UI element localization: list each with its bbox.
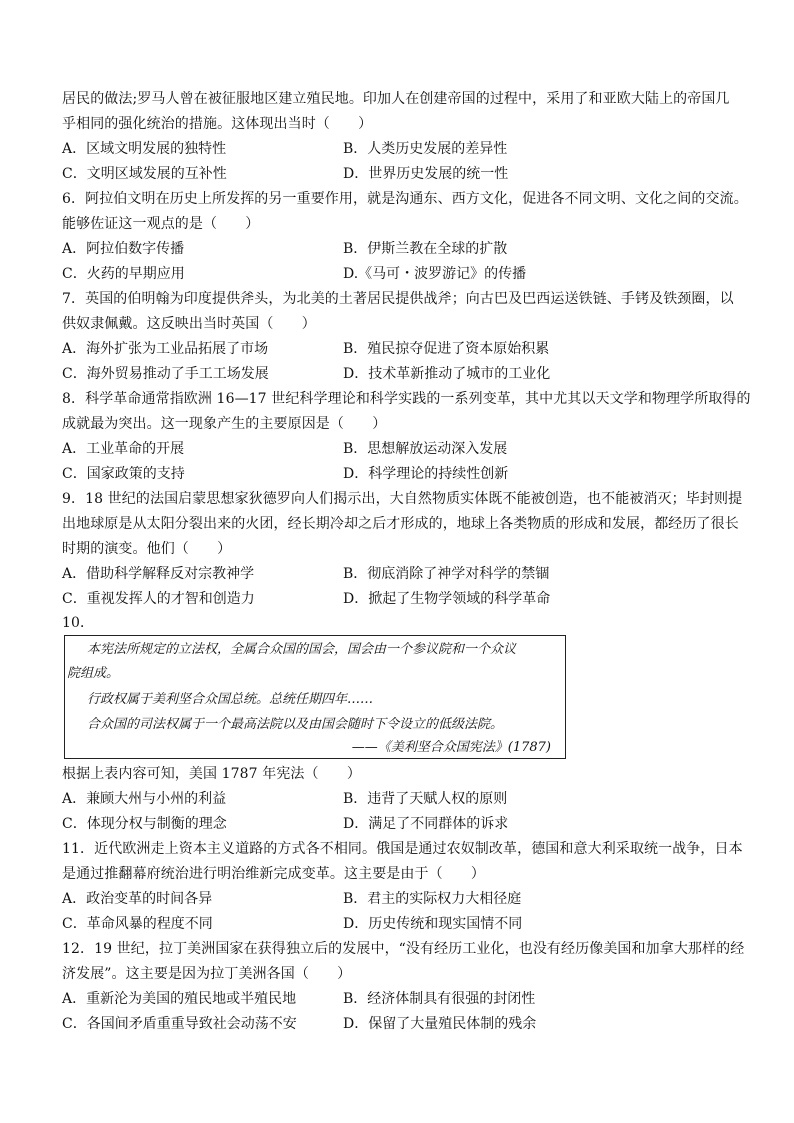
q11-stem-line-1: 11．近代欧洲走上资本主义道路的方式各不相同。俄国是通过农奴制改革，德国和意大利采取统一战争，日本: [62, 841, 743, 857]
q7-option-d: D．技术革新推动了城市的工业化: [343, 366, 551, 382]
q9-option-c: C．重视发挥人的才智和创造力: [62, 591, 255, 607]
q7-option-a: A．海外扩张为工业品拓展了市场: [62, 341, 269, 357]
q7-stem-line-2: 供奴隶佩戴。这反映出当时英国（ ）: [62, 316, 316, 332]
q5-option-c: C．文明区域发展的互补性: [62, 166, 227, 182]
q5-stem-line-2: 乎相同的强化统治的措施。这体现出当时（ ）: [62, 116, 373, 132]
q7-option-b: B．殖民掠夺促进了资本原始积累: [343, 341, 550, 357]
quote-line-4: 合众国的司法权属于一个最高法院以及由国会随时下令设立的低级法院。: [87, 717, 504, 732]
q5-option-d: D．世界历史发展的统一性: [343, 166, 509, 182]
q12-stem-line-1: 12．19 世纪，拉丁美洲国家在获得独立后的发展中，“没有经历工业化，也没有经历像美国和加拿大那样的经: [62, 941, 745, 957]
q11-option-b: B．君主的实际权力大相径庭: [343, 891, 522, 907]
q5-option-b: B．人类历史发展的差异性: [343, 141, 508, 157]
q8-option-d: D．科学理论的持续性创新: [343, 466, 509, 482]
q6-option-d: D.《马可・波罗游记》的传播: [343, 266, 527, 282]
q11-option-d: D．历史传统和现实国情不同: [343, 916, 523, 932]
q12-option-d: D．保留了大量殖民体制的残余: [343, 1016, 537, 1032]
q8-option-c: C．国家政策的支持: [62, 466, 185, 482]
constitution-quote-box: [64, 635, 566, 759]
q12-option-a: A．重新沦为美国的殖民地或半殖民地: [62, 991, 297, 1007]
q12-option-c: C．各国间矛盾重重导致社会动荡不安: [62, 1016, 297, 1032]
q9-option-d: D．掀起了生物学领域的科学革命: [343, 591, 551, 607]
q9-stem-line-1: 9．18 世纪的法国启蒙思想家狄德罗向人们揭示出，大自然物质实体既不能被创造，也不能被消灭；毕封则提: [62, 491, 743, 507]
q8-option-a: A．工业革命的开展: [62, 441, 185, 457]
q11-option-a: A．政治变革的时间各异: [62, 891, 213, 907]
quote-line-2: 院组成。: [67, 666, 120, 681]
q8-stem-line-1: 8．科学革命通常指欧洲 16—17 世纪科学理论和科学实践的一系列变革，其中尤其以天文学和物理学所取得的: [62, 391, 751, 407]
q12-stem-line-2: 济发展”。这主要是因为拉丁美洲各国（ ）: [62, 966, 352, 982]
q9-stem-line-2: 出地球原是从太阳分裂出来的火团，经长期冷却之后才形成的，地球上各类物质的形成和发展，都经历了很长: [62, 516, 739, 532]
q10-stem-line-1: 根据上表内容可知，美国 1787 年宪法（ ）: [62, 766, 361, 782]
q10-option-c: C．体现分权与制衡的理念: [62, 816, 227, 832]
quote-line-1: 本宪法所规定的立法权，全属合众国的国会，国会由一个参议院和一个众议: [87, 642, 517, 657]
q10-option-d: D．满足了不同群体的诉求: [343, 816, 509, 832]
q6-option-c: C．火药的早期应用: [62, 266, 185, 282]
q9-stem-line-3: 时期的演变。他们（ ）: [62, 541, 232, 557]
q6-stem-line-1: 6．阿拉伯文明在历史上所发挥的另一重要作用，就是沟通东、西方文化，促进各不同文明、文化之间的交流。: [62, 191, 748, 207]
q10-option-a: A．兼顾大州与小州的利益: [62, 791, 227, 807]
q8-option-b: B．思想解放运动深入发展: [343, 441, 508, 457]
q11-stem-line-2: 是通过推翻幕府统治进行明治维新完成变革。这主要是由于（ ）: [62, 866, 485, 882]
q5-stem-line-1: 居民的做法;罗马人曾在被征服地区建立殖民地。印加人在创建帝国的过程中，采用了和亚欧大陆上的帝国几: [62, 91, 730, 107]
q11-option-c: C．革命风暴的程度不同: [62, 916, 213, 932]
q6-stem-line-2: 能够佐证这一观点的是（ ）: [62, 216, 260, 232]
q5-option-a: A．区域文明发展的独特性: [62, 141, 227, 157]
q7-option-c: C．海外贸易推动了手工工场发展: [62, 366, 269, 382]
q8-stem-line-2: 成就最为突出。这一现象产生的主要原因是（ ）: [62, 416, 387, 432]
q10-number: 10．: [62, 615, 95, 631]
q10-option-b: B．违背了天赋人权的原则: [343, 791, 508, 807]
quote-line-3: 行政权属于美利坚合众国总统。总统任期四年……: [87, 692, 374, 707]
q9-option-b: B．彻底消除了神学对科学的禁锢: [343, 566, 550, 582]
quote-source: ——《美利坚合众国宪法》(1787): [351, 740, 551, 755]
q12-option-b: B．经济体制具有很强的封闭性: [343, 991, 536, 1007]
q6-option-b: B．伊斯兰教在全球的扩散: [343, 241, 508, 257]
q7-stem-line-1: 7．英国的伯明翰为印度提供斧头，为北美的土著居民提供战斧；向古巴及巴西运送铁链、手铐及铁颈圈，以: [62, 291, 734, 307]
q6-option-a: A．阿拉伯数字传播: [62, 241, 185, 257]
q9-option-a: A．借助科学解释反对宗教神学: [62, 566, 255, 582]
